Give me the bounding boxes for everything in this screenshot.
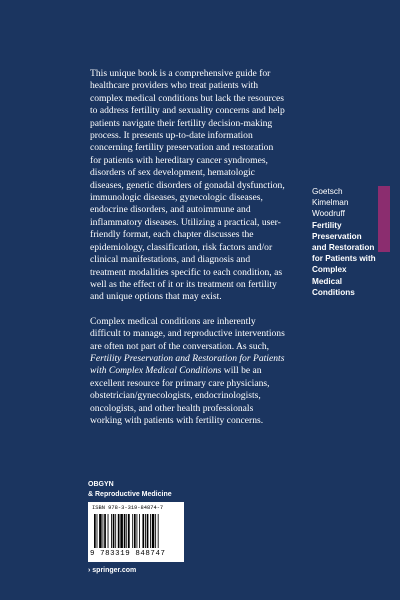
barcode-bar xyxy=(152,514,155,548)
barcode-bar xyxy=(94,514,96,548)
subject-category xyxy=(88,480,228,499)
barcode-bar xyxy=(142,514,144,548)
author-3: Woodruff xyxy=(312,209,345,219)
blurb-paragraph-2-end: will be an excellent resource for primary care physicians, obstetrician/gynecologists, endocrinologists, oncologists, and other health professionals working with patients with fertility concerns. xyxy=(90,365,270,426)
subject-line-1: OBGYN xyxy=(88,481,114,488)
barcode-bar xyxy=(128,514,130,548)
barcode-bar xyxy=(124,514,126,548)
isbn-label: ISBN 978-3-319-84874-7 xyxy=(92,505,164,511)
barcode-bar xyxy=(108,514,109,548)
blurb-paragraph-2-start: Complex medical conditions are inherently difficult to manage, and reproductive interventions are often not part of the conversation. As such, xyxy=(90,315,285,352)
subject-line-2: & Reproductive Medicine xyxy=(88,490,172,498)
barcode-bar xyxy=(120,514,123,548)
author-1: Goetsch xyxy=(312,187,343,196)
barcode-bar xyxy=(134,514,136,548)
barcode-bar xyxy=(99,514,102,548)
barcode-bar xyxy=(104,514,106,548)
barcode-bar xyxy=(126,514,127,548)
barcode-bar xyxy=(155,514,156,548)
barcode xyxy=(88,502,184,562)
barcode-bar xyxy=(139,514,140,548)
book-title: Fertility Preservation and Restoration for Patients with Complex Medical Conditions xyxy=(312,220,376,297)
barcode-bar xyxy=(113,514,115,548)
barcode-bar xyxy=(147,514,149,548)
spine-info xyxy=(312,186,378,298)
barcode-bar xyxy=(132,514,133,548)
barcode-bar xyxy=(97,514,98,548)
blurb-text xyxy=(90,68,286,439)
author-2: Kimelman xyxy=(312,198,349,208)
barcode-bar xyxy=(150,514,151,548)
barcode-bar xyxy=(137,514,138,548)
publisher-link[interactable]: › springer.com xyxy=(88,567,137,574)
barcode-bar xyxy=(158,514,159,548)
barcode-digits: 9 783319 848747 xyxy=(90,550,166,558)
accent-bar xyxy=(378,186,390,252)
barcode-bar xyxy=(115,514,116,548)
barcode-bar xyxy=(103,514,104,548)
barcode-bars xyxy=(94,514,178,548)
blurb-paragraph-1: This unique book is a comprehensive guide for healthcare providers who treat patients with complex medical conditions but lack the resources to address fertility and sexuality concerns and help patients navigate their fertility decision-making process. It presents up-to-date information concerning fertility preservation and restoration for patients with hereditary cancer syndromes, disorders of sex development, hematologic diseases, genetic disorders of gonadal dysfunction, immunologic diseases, gynecologic diseases, endocrine disorders, and autoimmune and inflammatory diseases. Utilizing a practical, user-friendly format, each chapter discusses the epidemiology, classification, risk factors and/or clinical manifestations, and diagnosis and treatment modalities specific to each condition, as well as the effect of it or its treatment on fertility and unique options that may exist. xyxy=(90,68,285,303)
blurb-paragraph-2 xyxy=(90,316,286,428)
barcode-bar xyxy=(118,514,120,548)
barcode-bar xyxy=(145,514,146,548)
barcode-bar xyxy=(111,514,112,548)
book-title-italic: Fertility Preservation and Restoration for Patients with Complex Medical Conditions xyxy=(90,352,285,377)
